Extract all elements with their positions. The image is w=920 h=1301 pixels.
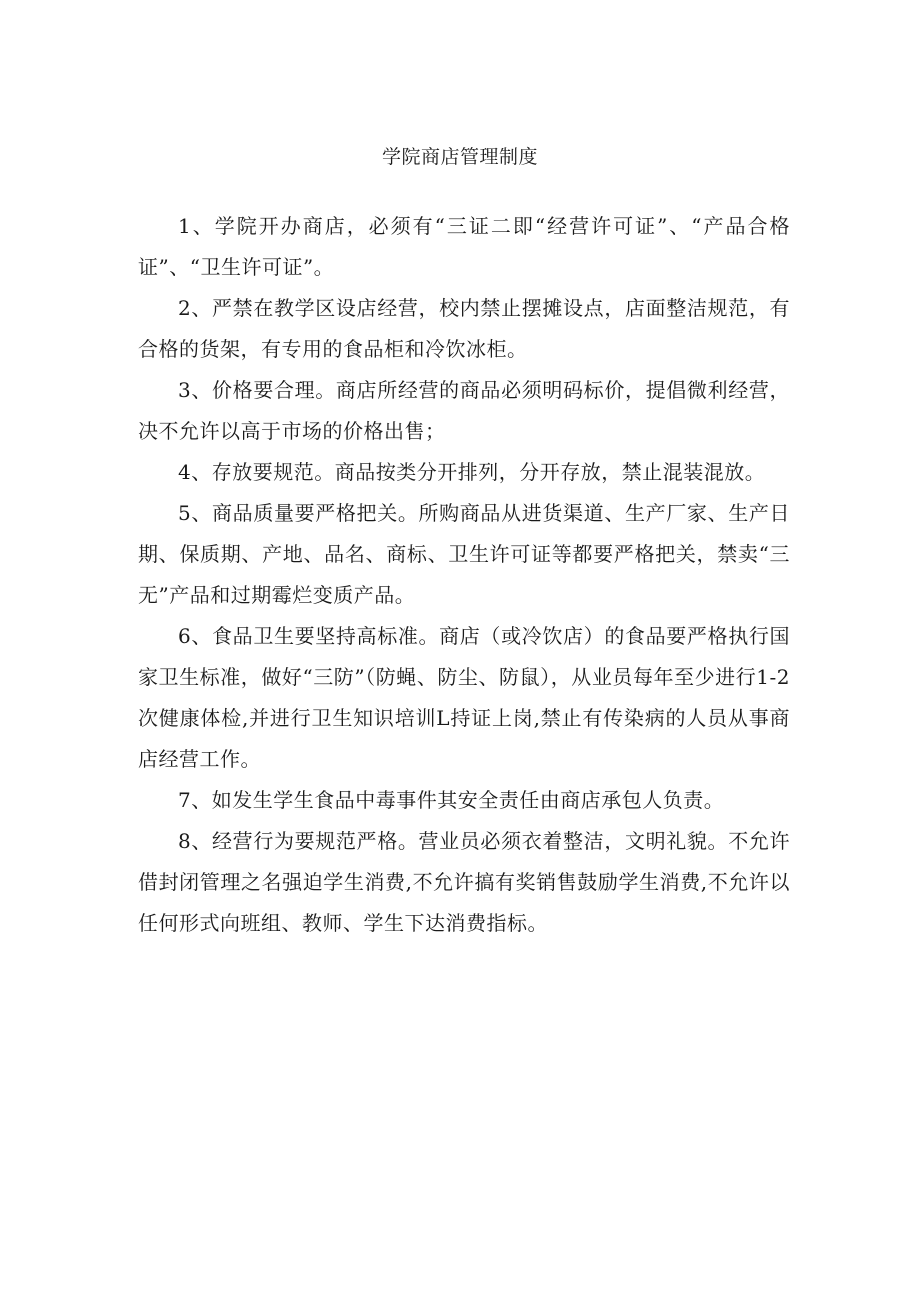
document-title: 学院商店管理制度	[381, 146, 538, 168]
paragraph-5: 5、商品质量要严格把关。所购商品从进货渠道、生产厂家、生产日期、保质期、产地、品名、商标、卫生许可证等都要严格把关，禁卖“三无”产品和过期霉烂变质产品。	[138, 501, 790, 607]
paragraph-4: 4、存放要规范。商品按类分开排列，分开存放，禁止混装混放。	[178, 460, 766, 484]
paragraph-3: 3、价格要合理。商店所经营的商品必须明码标价，提倡微利经营，决不允许以高于市场的价格出售；	[138, 378, 790, 443]
document-body	[138, 206, 790, 944]
paragraph-7: 7、如发生学生食品中毒事件其安全责任由商店承包人负责。	[178, 788, 725, 812]
paragraph-2: 2、严禁在教学区设店经营，校内禁止摆摊设点，店面整洁规范，有合格的货架，有专用的食品柜和冷饮冰柜。	[138, 296, 790, 361]
paragraph-6: 6、食品卫生要坚持高标准。商店（或冷饮店）的食品要严格执行国家卫生标准，做好“三防”（防蝇、防尘、防鼠），从业员每年至少进行1-2次健康体检,并进行卫生知识培训L持证上岗,禁止有传染病的人员从事商店经营工作。	[138, 624, 790, 771]
paragraph-1: 1、学院开办商店，必须有“三证二即“经营许可证”、“产品合格证”、“卫生许可证”。	[138, 214, 790, 279]
paragraph-8: 8、经营行为要规范严格。营业员必须衣着整洁，文明礼貌。不允许借封闭管理之名强迫学生消费,不允许搞有奖销售鼓励学生消费,不允许以任何形式向班组、教师、学生下达消费指标。	[138, 829, 790, 935]
